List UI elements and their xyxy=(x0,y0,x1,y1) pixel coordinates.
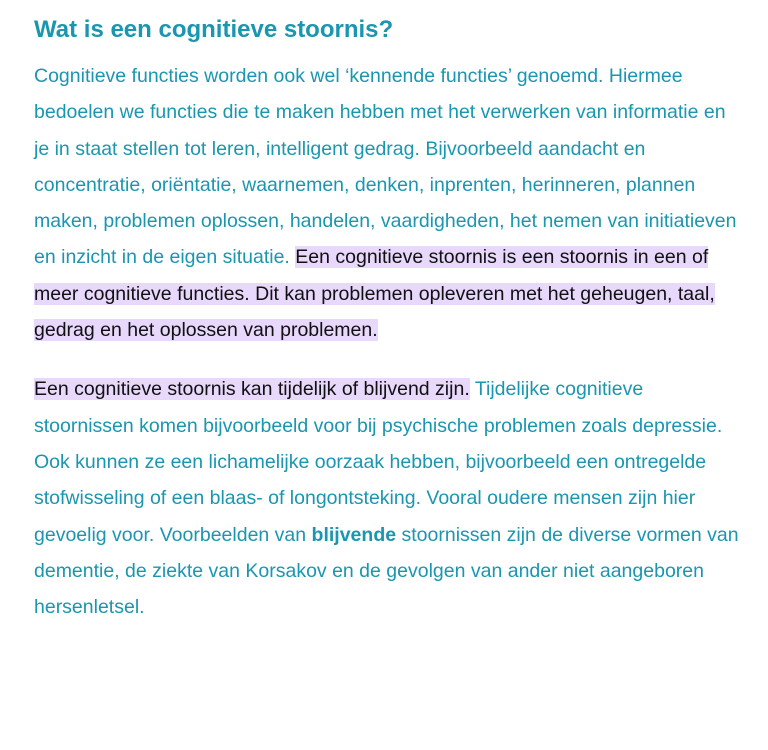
paragraph-types xyxy=(34,371,742,625)
highlighted-definition: Een cognitieve stoornis is een stoornis in een of meer cognitieve functies. Dit kan problemen opleveren met het geheugen, taal, gedrag en het oplossen van problemen. xyxy=(34,246,715,342)
paragraph-definition xyxy=(34,58,742,348)
paragraph-intro-text: Cognitieve functies worden ook wel ‘kennende functies’ genoemd. Hiermee bedoelen we functies die te maken hebben met het verwerken van informatie en je in staat stellen tot leren, intelligent gedrag. Bijvoorbeeld aandacht en concentratie, oriëntatie, waarnemen, denken, inprenten, herinneren, plannen maken, problemen oplossen, handelen, vaardigheden, het nemen van initiatieven en inzicht in de eigen situatie. xyxy=(34,65,737,269)
bold-term: blijvende xyxy=(311,523,397,546)
paragraph-types-text-end: stoornissen zijn de diverse vormen van dementie, de ziekte van Korsakov en de gevolgen van ander niet aangeboren hersenletsel. xyxy=(34,523,739,619)
page-title: Wat is een cognitieve stoornis? xyxy=(34,16,394,43)
paragraph-types-text: Tijdelijke cognitieve stoornissen komen bijvoorbeeld voor bij psychische problemen zoals depressie. Ook kunnen ze een lichamelijke oorzaak hebben, bijvoorbeeld een ontregelde stofwisseling of een blaas- of longontsteking. Vooral oudere mensen zijn hier gevoelig voor. Voorbeelden van xyxy=(34,378,723,546)
highlighted-sentence: Een cognitieve stoornis kan tijdelijk of blijvend zijn. xyxy=(34,378,470,401)
